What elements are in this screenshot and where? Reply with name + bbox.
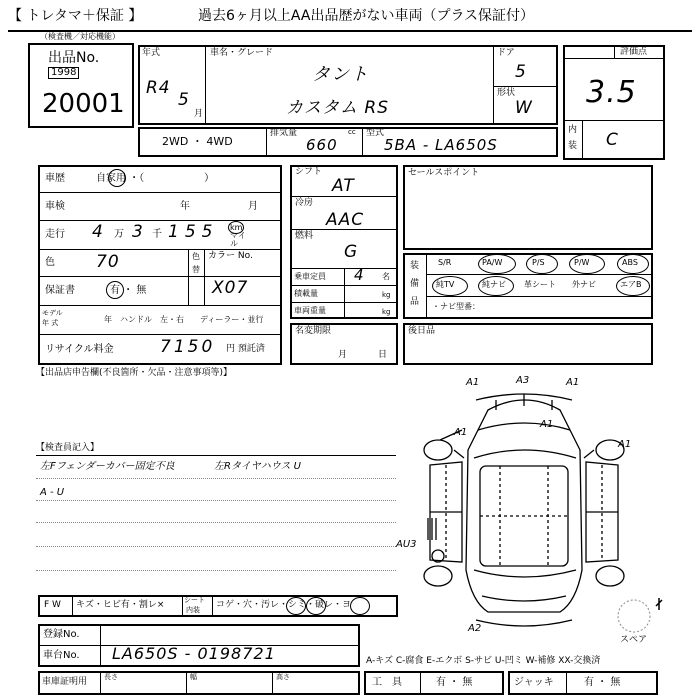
model-label: 型式 — [366, 128, 385, 138]
diagram-mark-3: A1 — [566, 377, 580, 388]
score-label: 評価点 — [620, 47, 648, 57]
header-title-right: 過去6ヶ月以上AA出品歴がない車両（プラス保証付） — [198, 8, 535, 24]
vehicle-detail-block — [38, 165, 282, 365]
fuel-label: 燃料 — [295, 231, 314, 241]
recycle-value: 7150 — [160, 337, 216, 357]
warranty-options: 有 ・ 無 — [110, 285, 147, 296]
inspector-line2: A - U — [40, 487, 65, 498]
shape-label: 形状 — [497, 88, 516, 98]
color-value: 70 — [96, 252, 120, 272]
score-value: 3.5 — [586, 75, 637, 110]
load-unit: kg — [382, 291, 391, 299]
nenshiki-month-unit: 月 — [194, 109, 204, 119]
diagram-mark-6: A1 — [540, 419, 554, 430]
certificate-length: 長さ — [104, 673, 118, 681]
equip-paw: PA/W — [482, 258, 503, 267]
notes-block — [403, 323, 653, 365]
interior-label-2: 装 — [568, 141, 578, 151]
equip-airbag: エアB — [620, 280, 642, 289]
recycle-unit: 円 預託済 — [226, 344, 265, 354]
warranty-label: 保証書 — [45, 285, 75, 296]
nenshiki-year: R4 — [146, 78, 171, 98]
equip-tv-circle — [432, 276, 468, 296]
equip-pw: P/W — [574, 258, 590, 267]
fw-seat-label-1: シート — [184, 596, 205, 604]
meigi-label: 名変期限 — [295, 326, 332, 336]
lot-stamp: 1998 — [48, 67, 79, 79]
ac-value: AAC — [326, 210, 365, 230]
registration-label: 登録No. — [43, 629, 80, 640]
equip-airbag-circle — [616, 276, 650, 296]
inspector-label: 【検査員記入】 — [36, 443, 100, 453]
model-value: 5BA - LA650S — [384, 136, 498, 154]
weight-label: 車両重量 — [294, 306, 326, 315]
equipment-label-2: 備 — [410, 279, 420, 289]
weight-unit: kg — [382, 308, 391, 316]
jack-label: ジャッキ — [514, 677, 554, 688]
history-label: 車歴 — [45, 173, 65, 184]
engine-label: 排気量 — [270, 128, 298, 138]
drive-label: 2WD ・ 4WD — [162, 135, 233, 148]
diagram-mark-1: A1 — [466, 377, 480, 388]
lot-number: 20001 — [42, 89, 125, 119]
equip-sr: S/R — [438, 258, 452, 267]
diagram-mark-5: A1 — [618, 439, 632, 450]
color-code-value: X07 — [212, 278, 249, 298]
mileage-sen-value: 3 — [132, 222, 144, 242]
equip-navi-circle — [478, 276, 514, 296]
diagram-mark-4: A1 — [454, 427, 468, 438]
shaken-month: 月 — [248, 201, 258, 212]
car-grade: カスタム RS — [286, 98, 390, 118]
equip-abs: ABS — [622, 258, 638, 267]
jack-options: 有 ・ 無 — [584, 677, 621, 688]
ac-label: 冷房 — [295, 198, 314, 208]
fw-seat-label-2: 内装 — [186, 606, 200, 614]
car-name-label: 車名・グレード — [210, 48, 274, 58]
interior-value: C — [606, 130, 619, 150]
equip-ps-circle — [526, 254, 558, 274]
nenshiki-label: 年式 — [142, 48, 161, 58]
mileage-units: km マイル — [230, 223, 246, 248]
shift-value: AT — [332, 176, 355, 196]
fw-seat-items: コゲ・穴・汚レ・シミ・破レ・ヨ — [216, 600, 352, 610]
mileage-man: 万 — [114, 229, 124, 240]
color-change-2: 替 — [192, 265, 200, 274]
warranty-circle — [106, 281, 124, 299]
capacity-unit: 名 — [382, 272, 390, 281]
shape-value: W — [515, 98, 533, 118]
equip-paw-circle — [478, 254, 516, 274]
load-label: 積載量 — [294, 289, 318, 298]
lot-box — [28, 43, 134, 128]
shaken-year: 年 — [180, 201, 190, 212]
mileage-rest-value: 155 — [168, 222, 219, 242]
shift-label: シフト — [295, 167, 323, 177]
diagram-mark-2: A3 — [516, 375, 530, 386]
spare-label: スペア — [620, 635, 648, 645]
equip-ps: P/S — [532, 258, 545, 267]
mileage-sen: 千 — [152, 229, 162, 240]
engine-value: 660 — [306, 136, 338, 154]
history-options: 自家用 ・（ ） — [96, 173, 215, 184]
sales-label: セールスポイント — [408, 168, 480, 178]
model-year-label-1: モデル — [42, 309, 63, 317]
diagram-mark-8: A2 — [468, 623, 482, 634]
equip-pw-circle — [569, 254, 605, 274]
fw-label: F W — [44, 600, 61, 610]
inspector-line1-b: 左Rタイヤハウス U — [214, 461, 301, 472]
chassis-value: LA650S - 0198721 — [112, 644, 276, 663]
certificate-label: 車庫証明用 — [42, 677, 88, 687]
mileage-man-value: 4 — [92, 222, 104, 242]
model-year-handle: ハンドル 左・右 — [120, 315, 184, 324]
doors-label: ドア — [497, 48, 515, 58]
model-year-year: 年 — [104, 315, 112, 324]
chassis-label: 車台No. — [43, 650, 80, 661]
recycle-label: リサイクル料金 — [45, 344, 114, 355]
notes-label: 後日品 — [408, 326, 436, 336]
fw-spot-circle — [306, 597, 326, 615]
seller-label: 【出品店申告欄(不良箇所・欠品・注意事項等)】 — [36, 368, 233, 378]
certificate-width: 幅 — [190, 673, 197, 681]
car-damage-diagram — [400, 370, 700, 640]
history-circle — [108, 169, 126, 187]
inspector-line1-a: 左Fフェンダーカバー固定不良 — [40, 461, 175, 472]
certificate-height: 高さ — [276, 673, 290, 681]
nenshiki-month: 5 — [178, 90, 190, 110]
equip-extnavi: 外ナビ — [572, 280, 596, 289]
car-name: タント — [312, 64, 369, 85]
meigi-month: 月 — [338, 350, 348, 360]
color-change-1: 色 — [192, 252, 200, 261]
tools-label: 工 具 — [372, 677, 402, 688]
header-title-left: 【 トレタマ＋保証 】 — [8, 8, 143, 24]
model-year-label-2: 年 式 — [42, 319, 59, 327]
color-label: 色 — [45, 257, 55, 268]
mileage-label: 走行 — [45, 229, 65, 240]
equipment-label-1: 装 — [410, 261, 420, 271]
lot-label: 出品No. — [48, 50, 100, 66]
interior-label-1: 内 — [568, 125, 578, 135]
tools-options: 有 ・ 無 — [436, 677, 473, 688]
equip-tv: 純TV — [436, 280, 455, 289]
fw-tear-circle — [350, 597, 370, 615]
color-code-label: カラー No. — [208, 251, 253, 261]
fw-stain-circle — [286, 597, 306, 615]
equipment-label-3: 品 — [410, 297, 420, 307]
diagram-mark-7: AU3 — [396, 539, 417, 550]
engine-unit: cc — [348, 128, 356, 136]
capacity-value: 4 — [354, 266, 365, 284]
fw-items: キズ・ヒビ有・割レ× — [76, 600, 165, 610]
model-year-dealer: ディーラー・並行 — [200, 315, 264, 324]
equip-leather: 革シート — [524, 280, 556, 289]
doors-value: 5 — [515, 62, 527, 82]
fuel-value: G — [344, 242, 359, 262]
equip-navi: 純ナビ — [482, 280, 506, 289]
meigi-day: 日 — [378, 350, 388, 360]
legend: A-キズ C-腐食 E-エクボ S-サビ U-凹ミ W-補修 XX-交換済 — [366, 656, 601, 666]
equip-abs-circle — [617, 254, 649, 274]
shaken-label: 車検 — [45, 201, 65, 212]
header-sub-label: （検査機／対応機能） — [40, 32, 120, 41]
equip-navi-model: ・ナビ型番： — [432, 302, 480, 311]
capacity-label: 乗車定員 — [294, 272, 326, 281]
mileage-km-circle — [228, 221, 244, 234]
